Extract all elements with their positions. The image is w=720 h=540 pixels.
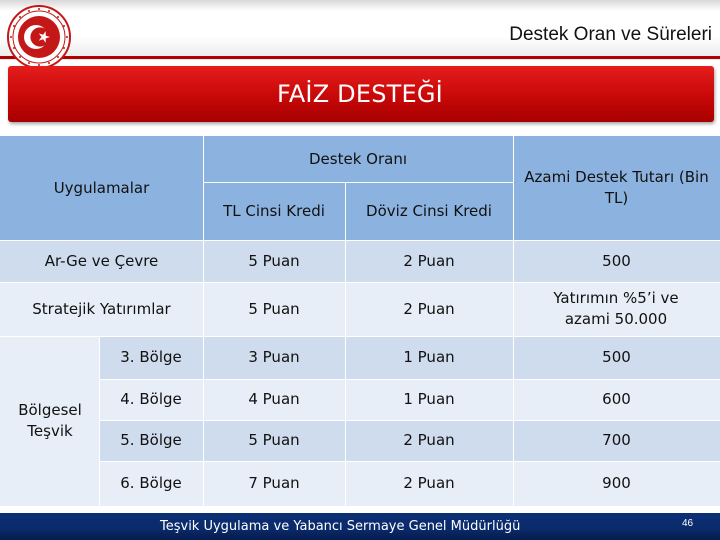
cell-max-amount: 500 (602, 348, 631, 366)
page-number: 46 (682, 518, 694, 529)
region-label: 5. Bölge (120, 431, 182, 449)
cell-fx-credit: 2 Puan (403, 251, 455, 270)
section-title: FAİZ DESTEĞİ (277, 80, 443, 108)
cell-max-amount: 600 (602, 390, 631, 408)
cell-tl-credit: 5 Puan (248, 251, 300, 270)
column-header-applications: Uygulamalar (53, 178, 150, 197)
cell-tl-credit: 7 Puan (248, 474, 300, 492)
row-label: Stratejik Yatırımlar (32, 299, 171, 318)
header-accent-line (0, 56, 720, 59)
region-label: 4. Bölge (120, 390, 182, 408)
footer-organization: Teşvik Uygulama ve Yabancı Sermaye Genel Müdürlüğü (160, 519, 521, 534)
page-title: Destek Oran ve Süreleri (509, 24, 712, 45)
column-header-fx-credit: Döviz Cinsi Kredi (366, 201, 492, 220)
cell-tl-credit: 5 Puan (248, 431, 300, 449)
cell-fx-credit: 1 Puan (403, 348, 455, 366)
cell-max-amount: 700 (602, 431, 631, 449)
column-group-support-rate: Destek Oranı (309, 149, 407, 168)
cell-max-amount: 500 (602, 251, 631, 270)
support-rate-table (0, 136, 720, 506)
cell-fx-credit: 2 Puan (403, 299, 455, 318)
ministry-seal-icon (6, 4, 72, 70)
cell-max-amount: Yatırımın %5’i ve azami 50.000 (553, 289, 679, 328)
column-header-tl-credit: TL Cinsi Kredi (223, 201, 325, 220)
column-header-max-amount: Azami Destek Tutarı (Bin TL) (524, 168, 709, 207)
cell-tl-credit: 3 Puan (248, 348, 300, 366)
region-label: 6. Bölge (120, 474, 182, 492)
cell-max-amount: 900 (602, 474, 631, 492)
cell-fx-credit: 1 Puan (403, 390, 455, 408)
cell-tl-credit: 4 Puan (248, 390, 300, 408)
region-label: 3. Bölge (120, 348, 182, 366)
cell-tl-credit: 5 Puan (248, 299, 300, 318)
cell-fx-credit: 2 Puan (403, 431, 455, 449)
regional-group-label: Bölgesel Teşvik (18, 401, 82, 440)
cell-fx-credit: 2 Puan (403, 474, 455, 492)
row-label: Ar-Ge ve Çevre (44, 251, 159, 270)
